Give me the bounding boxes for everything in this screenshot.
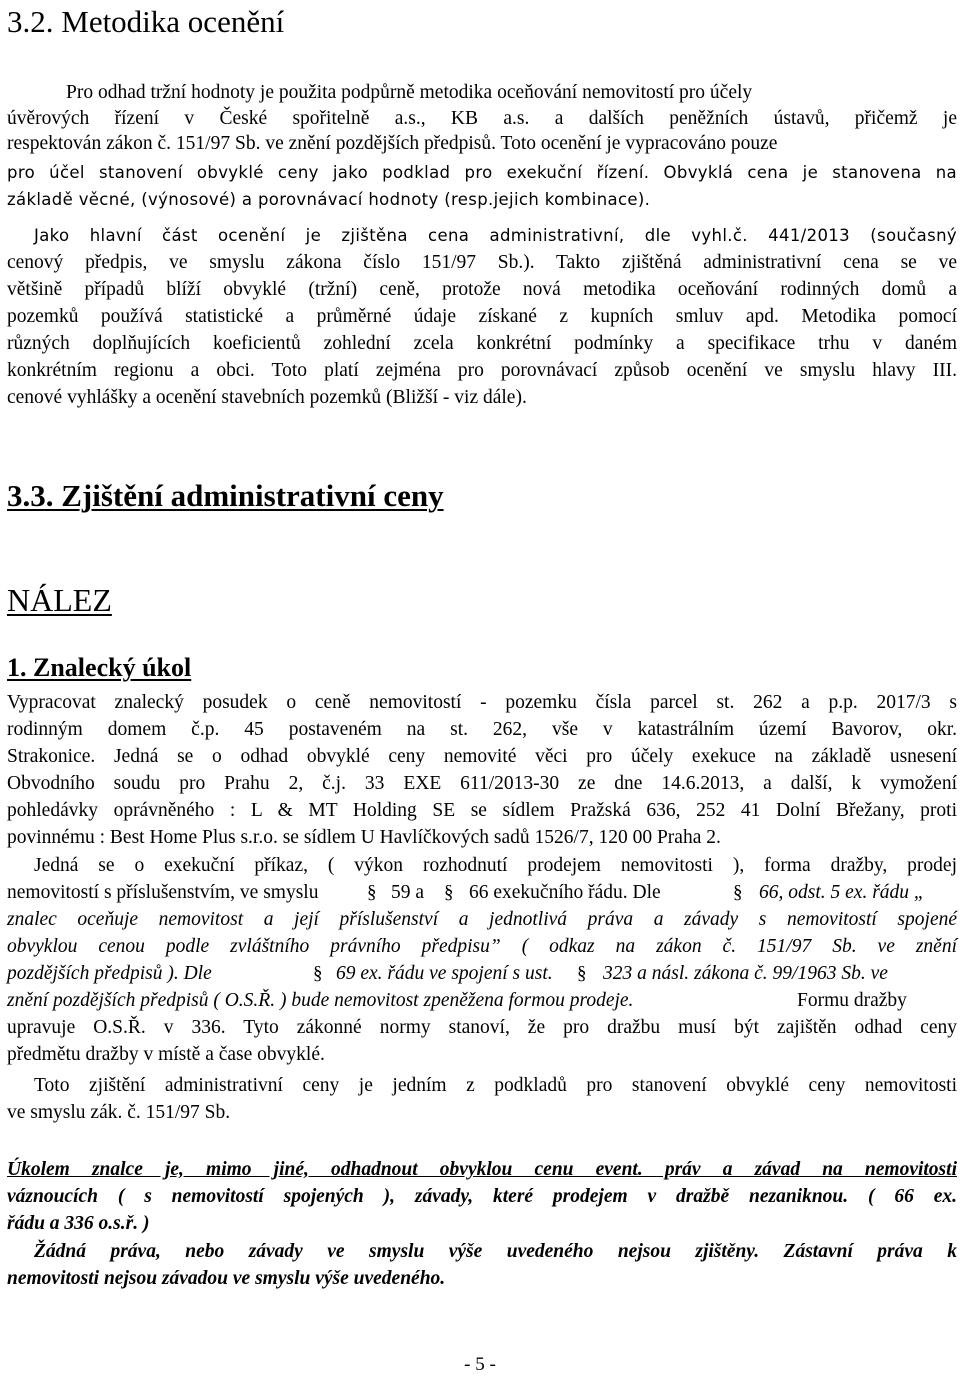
section-heading-3-3: 3.3. Zjištění administrativní ceny: [7, 478, 444, 513]
text-span: 59 a: [391, 882, 425, 903]
page-number: - 5 -: [464, 1354, 496, 1375]
text-line: většině případů blíží obvyklé (tržní) ceně, protože nová metodika oceňování rodinných domů a: [7, 279, 957, 300]
nalez-heading: NÁLEZ: [7, 582, 112, 618]
text-line: [7, 1157, 957, 1183]
text-span: 66 exekučního řádu. Dle: [469, 882, 661, 903]
task-heading: 1. Znalecký úkol: [7, 653, 192, 682]
section-heading-3-2: 3.2. Metodika ocenění: [7, 4, 285, 39]
text-span: Formu dražby: [797, 990, 907, 1011]
text-line: základě věcné, (výnosové) a porovnávací hodnoty (resp.jejich kombinace).: [7, 190, 651, 209]
text-span: 323 a násl. zákona č. 99/1963 Sb. ve: [603, 963, 888, 984]
text-line: cenový předpis, ve smyslu zákona číslo 151/97 Sb.). Takto zjištěná administrativní cena se ve: [7, 252, 957, 273]
text-line: úvěrových řízení v České spořitelně a.s., KB a.s. a dalších peněžních ústavů, přičemž je: [7, 108, 957, 129]
text-span: znění pozdějších předpisů ( O.S.Ř. ) bude nemovitost zpeněžena formou prodeje.: [7, 990, 634, 1011]
text-line: [7, 961, 957, 987]
text-line: Vypracovat znalecký posudek o ceně nemovitostí - pozemku čísla parcel st. 262 a p.p. 2017/3 s: [7, 692, 957, 713]
section-sign-icon: §: [313, 963, 323, 984]
text-line: obvyklou cenou podle zvláštního právního předpisu” ( odkaz na zákon č. 151/97 Sb. ve znění: [7, 936, 957, 957]
text-line: [7, 988, 957, 1014]
text-line: pohledávky oprávněného : L & MT Holding SE se sídlem Pražská 636, 252 41 Dolní Břežany, proti: [7, 800, 957, 821]
text-line: povinnému : Best Home Plus s.r.o. se sídlem U Havlíčkových sadů 1526/7, 120 00 Praha 2.: [7, 827, 721, 848]
text-line: ve smyslu zák. č. 151/97 Sb.: [7, 1102, 231, 1123]
text-line: pozemků používá statistické a průměrné údaje získané z kupních smluv apd. Metodika pomocí: [7, 306, 957, 327]
text-line: řádu a 336 o.s.ř. ): [7, 1213, 150, 1234]
text-line: Žádná práva, nebo závady ve smyslu výše uvedeného nejsou zjištěny. Zástavní práva k: [34, 1241, 957, 1262]
text-line: znalec oceňuje nemovitost a její příslušenství a jednotlivá práva a závady s nemovitostí spojené: [7, 909, 957, 930]
text-line: konkrétním regionu a obci. Toto platí zejména pro porovnávací způsob ocenění ve smyslu hlavy III.: [7, 360, 957, 381]
text-line: pro účel stanovení obvyklé ceny jako podklad pro exekuční řízení. Obvyklá cena je stanovena na: [7, 163, 957, 182]
text-line: předmětu dražby v místě a čase obvyklé.: [7, 1044, 325, 1065]
text-line: nemovitosti nejsou závadou ve smyslu výše uvedeného.: [7, 1268, 446, 1289]
section-sign-icon: §: [577, 963, 587, 984]
text-span: pozdějších předpisů ). Dle: [7, 963, 212, 984]
text-line: různých doplňujících koeficientů zohlední zcela konkrétní podmínky a specifikace trhu v daném: [7, 333, 957, 354]
text-line: respektován zákon č. 151/97 Sb. ve znění pozdějších předpisů. Toto ocenění je vypracováno pouze: [7, 133, 778, 154]
text-line: Toto zjištění administrativní ceny je jedním z podkladů pro stanovení obvyklé ceny nemovitosti: [34, 1075, 957, 1096]
text-line: Obvodního soudu pro Prahu 2, č.j. 33 EXE 611/2013-30 ze dne 14.6.2013, a další, k vymožení: [7, 773, 957, 794]
text-span: nemovitostí s příslušenstvím, ve smyslu: [7, 882, 319, 903]
text-line: rodinným domem č.p. 45 postaveném na st. 262, vše v katastrálním území Bavorov, okr.: [7, 719, 957, 740]
text-span: Úkolem znalce je, mimo jiné, odhadnout obvyklou cenu event. práv a závad na nemovitosti: [7, 1159, 957, 1180]
text-line: upravuje O.S.Ř. v 336. Tyto zákonné normy stanoví, že pro dražbu musí být zajištěn odhad ceny: [7, 1017, 957, 1038]
text-line: Strakonice. Jedná se o odhad obvyklé ceny nemovité věci pro účely exekuce na základě usnesení: [7, 746, 957, 767]
text-line: Jako hlavní část ocenění je zjištěna cena administrativní, dle vyhl.č. 441/2013 (současný: [34, 226, 957, 245]
text-line: [7, 880, 957, 906]
text-line: cenové vyhlášky a ocenění stavebních pozemků (Bližší - viz dále).: [7, 387, 527, 408]
text-span: 69 ex. řádu ve spojení s ust.: [336, 963, 553, 984]
section-sign-icon: §: [733, 882, 743, 903]
text-line: váznoucích ( s nemovitostí spojených ), závady, které prodejem v dražbě nezaniknou. ( 66 ex.: [7, 1186, 957, 1207]
text-line: Jedná se o exekuční příkaz, ( výkon rozhodnutí prodejem nemovitosti ), forma dražby, prodej: [34, 855, 957, 876]
section-sign-icon: §: [367, 882, 377, 903]
text-line: Pro odhad tržní hodnoty je použita podpůrně metodika oceňování nemovitostí pro účely: [66, 82, 753, 103]
text-span: 66, odst. 5 ex. řádu „: [759, 882, 925, 903]
section-sign-icon: §: [444, 882, 454, 903]
